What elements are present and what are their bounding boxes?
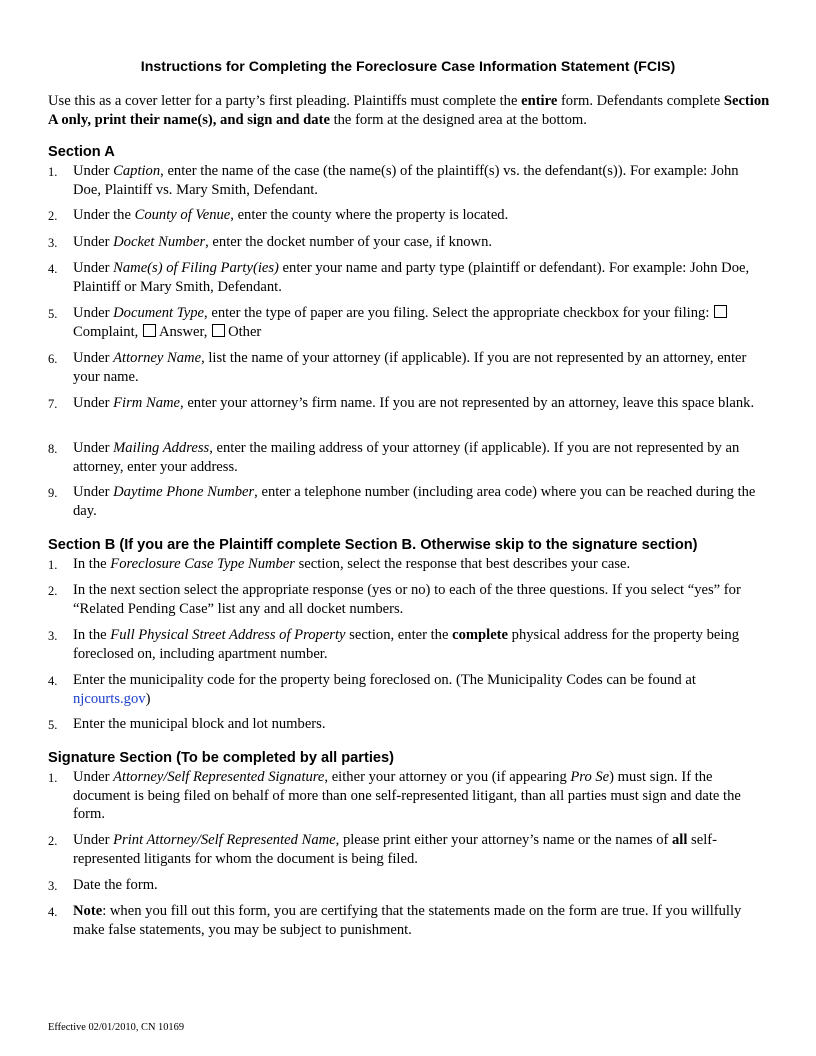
- section-b-item-4: 4. Enter the municipality code for the property being foreclosed on. (The Municipality Codes can be found at njcourts.gov): [48, 672, 696, 707]
- item-number: 7.: [48, 397, 58, 411]
- option-other: Other: [228, 323, 262, 340]
- item-number: 5.: [48, 718, 58, 732]
- intro-bold-2: Section A only, print their name(s), and sign and date: [48, 93, 770, 128]
- item-number: 5.: [48, 307, 58, 321]
- intro-bold-1: entire: [521, 93, 558, 109]
- item-number: 1.: [48, 558, 58, 572]
- intro-text-3: the form at the designed area at the bottom.: [329, 111, 587, 128]
- footer-effective-date: Effective 02/01/2010, CN 10169: [48, 1022, 185, 1033]
- item-number: 9.: [48, 486, 58, 500]
- signature-item-1: 1. Under Attorney/Self Represented Signature, either your attorney or you (if appearing Pro Se) must sign. If the document is being filed on behalf of more than one self-represented litigant, than all parties must sign and date the form.: [48, 769, 741, 823]
- section-a-item-7: 7. Under Firm Name, enter your attorney’s firm name. If you are not represented by an attorney, leave this space blank.: [48, 394, 770, 413]
- intro-text-2: form. Defendants complete: [557, 93, 724, 109]
- njcourts-link[interactable]: njcourts.gov: [73, 690, 146, 707]
- item-number: 4.: [48, 262, 58, 276]
- section-b-heading: Section B (If you are the Plaintiff complete Section B. Otherwise skip to the signature section): [48, 537, 698, 553]
- item-number: 2.: [48, 834, 58, 848]
- item-number: 1.: [48, 771, 58, 785]
- section-a-item-6: 6. Under Attorney Name, list the name of your attorney (if applicable). If you are not represented by an attorney, enter your name.: [48, 350, 747, 385]
- section-b-item-1: 1. In the Foreclosure Case Type Number section, select the response that best describes your case.: [48, 555, 770, 574]
- complaint-checkbox-icon: [714, 305, 727, 318]
- item-number: 2.: [48, 584, 58, 598]
- item-number: 4.: [48, 905, 58, 919]
- section-b-item-2: 2. In the next section select the appropriate response (yes or no) to each of the three questions. If you select “yes” for “Related Pending Case” list any and all docket numbers.: [48, 582, 741, 617]
- item-number: 8.: [48, 442, 58, 456]
- item-number: 4.: [48, 674, 58, 688]
- section-a-item-8: 8. Under Mailing Address, enter the mailing address of your attorney (if applicable). If you are not represented by an attorney, enter your address.: [48, 440, 740, 475]
- signature-item-4: 4. Note: when you fill out this form, you are certifying that the statements made on the form are true. If you willfully make false statements, you may be subject to punishment.: [48, 903, 742, 938]
- section-a-item-5: 5. Under Document Type, enter the type of paper are you filing. Select the appropriate checkbox for your filing: Complaint, Answer, Other: [48, 304, 770, 341]
- item-number: 3.: [48, 879, 58, 893]
- section-a-item-4: 4. Under Name(s) of Filing Party(ies) enter your name and party type (plaintiff or defendant). For example: John Doe, Plaintiff or Mary Smith, Defendant.: [48, 260, 750, 295]
- section-a-item-3: 3. Under Docket Number, enter the docket number of your case, if known.: [48, 233, 770, 252]
- signature-heading: Signature Section (To be completed by all parties): [48, 750, 394, 766]
- section-b-item-3: 3. In the Full Physical Street Address of Property section, enter the complete physical address for the property being foreclosed on, including apartment number.: [48, 627, 740, 662]
- intro-paragraph: [48, 92, 778, 130]
- item-number: 6.: [48, 352, 58, 366]
- section-a-item-9: 9. Under Daytime Phone Number, enter a telephone number (including area code) where you can be reached during the day.: [48, 484, 756, 519]
- page-title: Instructions for Completing the Foreclosure Case Information Statement (FCIS): [140, 59, 676, 75]
- signature-item-2: 2. Under Print Attorney/Self Represented Name, please print either your attorney’s name or the names of all self-represented litigants for whom the document is being filed.: [48, 832, 717, 867]
- option-complaint: Complaint,: [73, 323, 139, 340]
- answer-checkbox-icon: [143, 324, 156, 337]
- section-a-heading: Section A: [48, 144, 115, 160]
- option-answer: Answer,: [158, 323, 208, 340]
- signature-item-3: 3. Date the form.: [48, 876, 770, 895]
- item-number: 1.: [48, 165, 58, 179]
- intro-text-1: Use this as a cover letter for a party’s first pleading. Plaintiffs must complete the: [48, 93, 522, 109]
- section-b-item-5: 5. Enter the municipal block and lot numbers.: [48, 715, 770, 734]
- item-number: 3.: [48, 629, 58, 643]
- section-a-item-2: 2. Under the County of Venue, enter the county where the property is located.: [48, 206, 770, 225]
- section-a-item-1: 1. Under Caption, enter the name of the case (the name(s) of the plaintiff(s) vs. the defendant(s)). For example: John Doe, Plaintiff vs. Mary Smith, Defendant.: [48, 163, 739, 198]
- item-number: 3.: [48, 236, 58, 250]
- item-number: 2.: [48, 209, 58, 223]
- other-checkbox-icon: [212, 324, 225, 337]
